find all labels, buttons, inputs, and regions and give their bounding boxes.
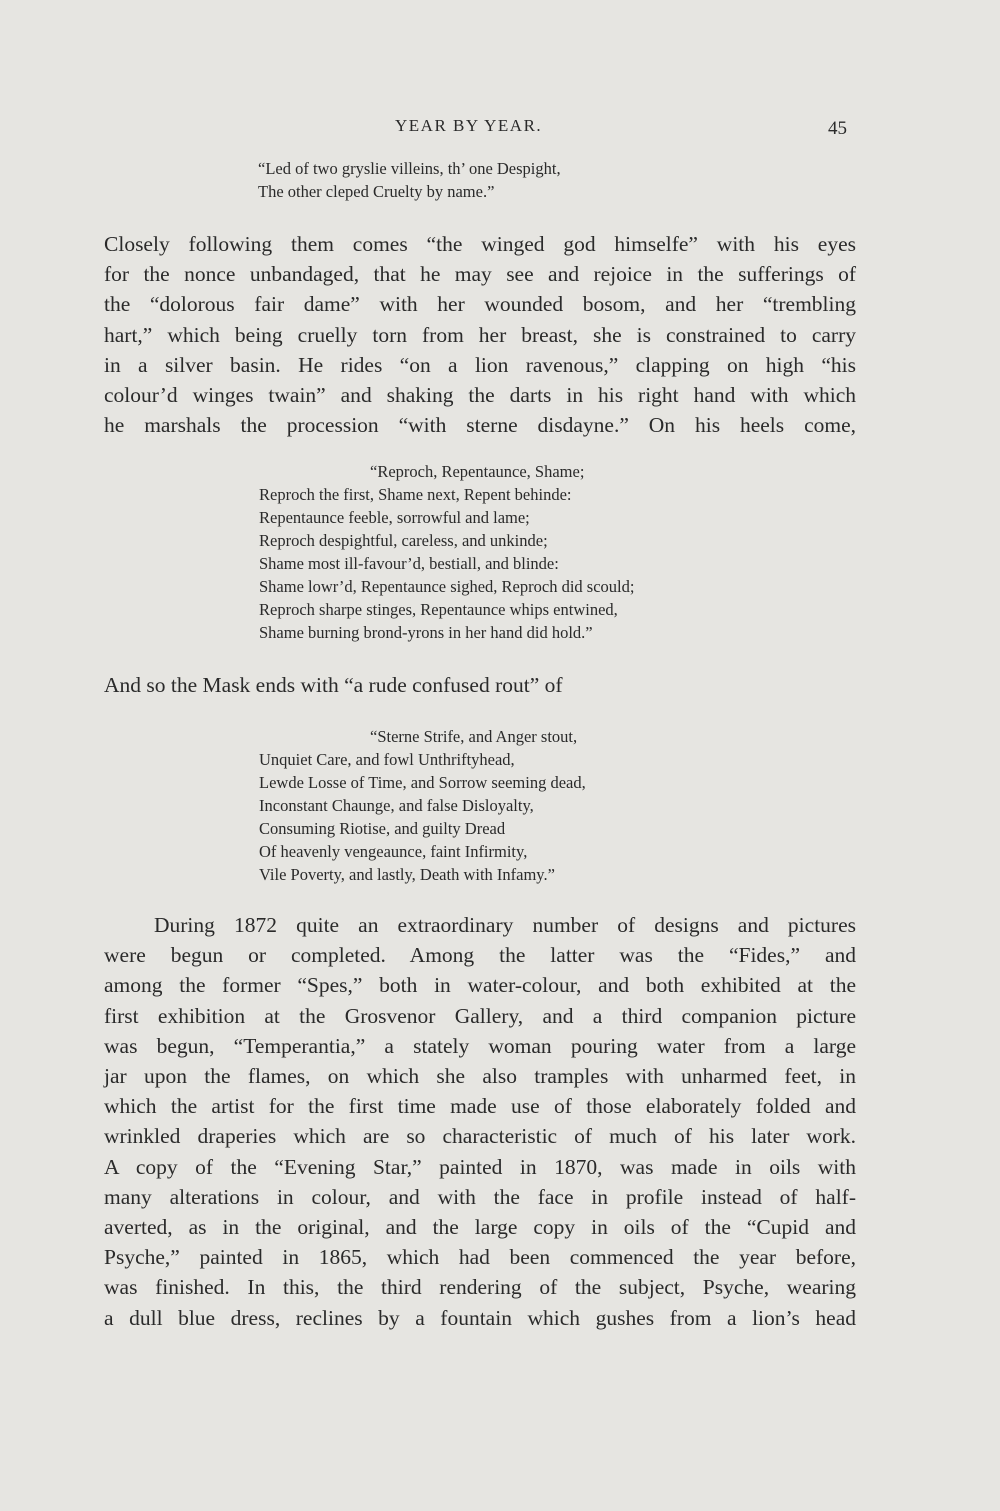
- text-line: for the nonce unbandaged, that he may see and rejoice in the sufferings of: [104, 262, 856, 287]
- verse-line: Shame lowr’d, Repentaunce sighed, Reproch did scould;: [259, 577, 635, 596]
- verse-line: Vile Poverty, and lastly, Death with Infamy.”: [259, 865, 555, 884]
- text-line: he marshals the procession “with sterne disdayne.” On his heels come,: [104, 413, 856, 438]
- text-line: a dull blue dress, reclines by a fountain which gushes from a lion’s head: [104, 1305, 856, 1330]
- text-line: were begun or completed. Among the latter was the “Fides,” and: [104, 943, 856, 968]
- text-line: in a silver basin. He rides “on a lion ravenous,” clapping on high “his: [104, 352, 856, 377]
- text-line: Closely following them comes “the winged god himselfe” with his eyes: [104, 232, 856, 256]
- verse-line: “Led of two gryslie villeins, th’ one Despight,: [258, 159, 561, 178]
- paragraph-3: [104, 910, 856, 1333]
- verse-line: Repentaunce feeble, sorrowful and lame;: [259, 508, 530, 527]
- verse-line: “Reproch, Repentaunce, Shame;: [370, 462, 585, 481]
- text-line: jar upon the flames, on which she also tramples with unharmed feet, in: [104, 1064, 856, 1089]
- verse-quote-2: [259, 460, 634, 644]
- verse-line: Unquiet Care, and fowl Unthriftyhead,: [259, 750, 515, 769]
- verse-quote-3: [259, 725, 586, 886]
- verse-line: Reproch the first, Shame next, Repent behinde:: [259, 485, 572, 504]
- text-line: many alterations in colour, and with the face in profile instead of half-: [104, 1184, 856, 1209]
- running-head: [0, 116, 1000, 140]
- verse-line: Inconstant Chaunge, and false Disloyalty,: [259, 796, 534, 815]
- text-line: colour’d winges twain” and shaking the darts in his right hand with which: [104, 383, 856, 408]
- verse-line: Reproch sharpe stinges, Repentaunce whips entwined,: [259, 600, 618, 619]
- text-line: wrinkled draperies which are so characteristic of much of his later work.: [104, 1124, 856, 1149]
- text-line: the “dolorous fair dame” with her wounded bosom, and her “trembling: [104, 292, 856, 317]
- verse-line: Shame most ill-favour’d, bestiall, and blinde:: [259, 554, 559, 573]
- verse-line: Reproch despightful, careless, and unkinde;: [259, 531, 548, 550]
- verse-quote-1: [258, 157, 561, 203]
- text-line: first exhibition at the Grosvenor Gallery, and a third companion picture: [104, 1003, 856, 1028]
- text-line: averted, as in the original, and the large copy in oils of the “Cupid and: [104, 1215, 856, 1240]
- verse-line: The other cleped Cruelty by name.”: [258, 182, 495, 201]
- verse-line: “Sterne Strife, and Anger stout,: [370, 727, 578, 746]
- verse-line: Consuming Riotise, and guilty Dread: [259, 819, 506, 838]
- verse-line: Of heavenly vengeaunce, faint Infirmity,: [259, 842, 528, 861]
- verse-line: Shame burning brond-yrons in her hand did hold.”: [259, 623, 593, 642]
- text-line: was begun, “Temperantia,” a stately woman pouring water from a large: [104, 1033, 856, 1058]
- paragraph-2: [104, 670, 856, 700]
- text-line: among the former “Spes,” both in water-colour, and both exhibited at the: [104, 973, 856, 998]
- text-line: which the artist for the first time made use of those elaborately folded and: [104, 1094, 856, 1119]
- page-number: 45: [828, 118, 847, 139]
- text-line: hart,” which being cruelly torn from her breast, she is constrained to carry: [104, 322, 856, 347]
- text-line: And so the Mask ends with “a rude confused rout” of: [104, 673, 563, 697]
- text-line: Psyche,” painted in 1865, which had been commenced the year before,: [104, 1245, 856, 1270]
- text-line: A copy of the “Evening Star,” painted in 1870, was made in oils with: [104, 1154, 856, 1179]
- paragraph-1: [104, 229, 856, 440]
- verse-line: Lewde Losse of Time, and Sorrow seeming dead,: [259, 773, 586, 792]
- text-line: During 1872 quite an extraordinary number of designs and pictures: [154, 913, 856, 937]
- text-line: was finished. In this, the third rendering of the subject, Psyche, wearing: [104, 1275, 856, 1300]
- running-title: YEAR BY YEAR.: [395, 116, 543, 135]
